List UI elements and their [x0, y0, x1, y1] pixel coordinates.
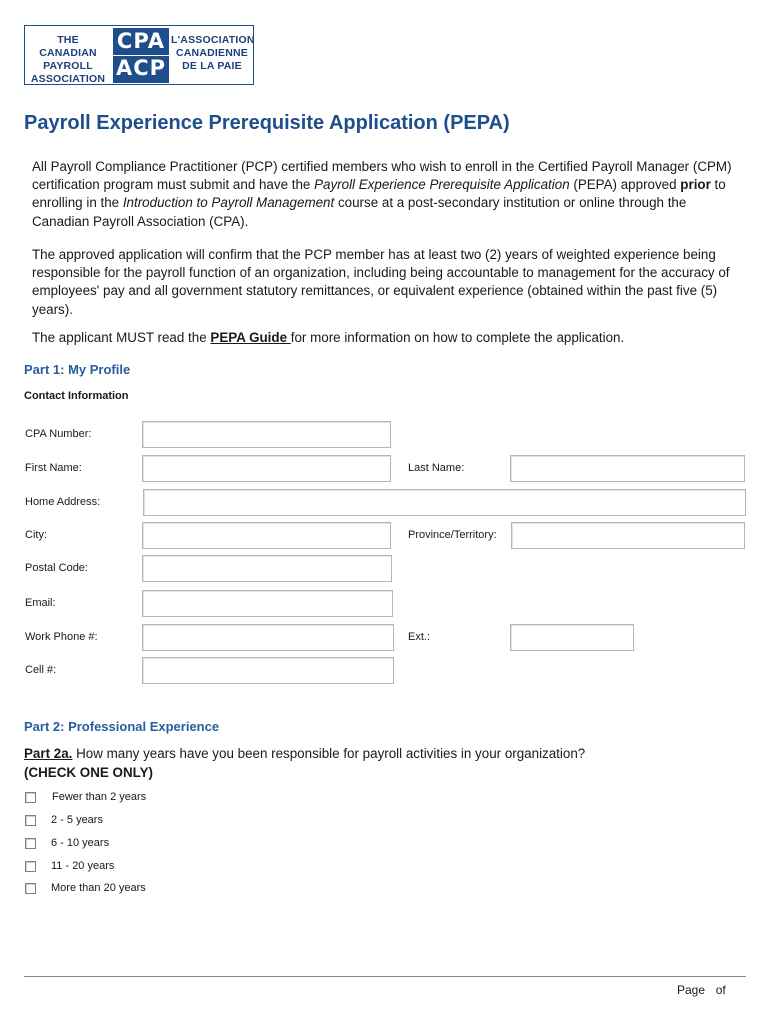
email-field[interactable] — [142, 590, 393, 617]
text-run: course at a post-secondary institution or online through the Canadian Payroll Association (CPA). — [32, 195, 687, 229]
experience-option[interactable] — [25, 812, 103, 828]
option-label: 11 - 20 years — [51, 860, 115, 872]
part2a-text: How many years have you been responsible for payroll activities in your organization? — [72, 746, 586, 761]
intro-paragraph-3 — [32, 329, 732, 347]
option-label: Fewer than 2 years — [52, 791, 147, 803]
last-name-field[interactable] — [510, 455, 745, 482]
text-run: The applicant MUST read the — [32, 330, 211, 345]
part1-title: Part 1: My Profile — [24, 362, 131, 377]
logo-french-text — [171, 34, 253, 73]
part2a-question — [24, 744, 744, 782]
checkbox[interactable] — [25, 883, 36, 894]
logo-english-text — [27, 34, 109, 86]
logo-line: THE CANADIAN — [39, 34, 97, 59]
cpa-number-label: CPA Number: — [25, 428, 92, 440]
footer-divider — [24, 976, 746, 977]
home-address-label: Home Address: — [25, 496, 101, 508]
checkbox[interactable] — [25, 861, 36, 872]
cpa-logo — [24, 25, 254, 85]
postal-code-field[interactable] — [142, 555, 392, 582]
cpa-number-field[interactable] — [142, 421, 391, 448]
cell-field[interactable] — [142, 657, 394, 684]
page-number — [677, 983, 726, 997]
text-run-italic: Payroll Experience Prerequisite Application — [314, 177, 570, 193]
home-address-field[interactable] — [143, 489, 746, 516]
text-run-italic: Introduction to Payroll Management — [122, 195, 335, 211]
page-title: Payroll Experience Prerequisite Application (PEPA) — [24, 112, 510, 134]
pepa-guide-link[interactable]: PEPA Guide — [210, 330, 291, 345]
experience-option[interactable] — [25, 835, 109, 851]
city-label: City: — [25, 529, 47, 541]
logo-mark-bottom: ACP — [115, 56, 167, 80]
first-name-label: First Name: — [25, 462, 82, 474]
text-run: All Payroll Compliance Practitioner (PCP) certified members who wish to enroll in the Certified Payroll Manager (CPM) certification program must submit and have the — [32, 159, 732, 193]
page-label: Page — [677, 983, 706, 997]
province-territory-label: Province/Territory: — [408, 529, 497, 541]
part2a-question-line — [24, 744, 744, 763]
province-territory-field[interactable] — [511, 522, 745, 549]
logo-mark-divider — [113, 55, 169, 56]
experience-option[interactable] — [25, 858, 114, 874]
work-phone-field[interactable] — [142, 624, 394, 651]
ext-label: Ext.: — [408, 631, 431, 643]
cell-label: Cell #: — [25, 664, 57, 676]
email-label: Email: — [25, 597, 56, 609]
checkbox[interactable] — [25, 792, 36, 803]
text-run: to enrolling in the — [32, 177, 726, 211]
option-label: 6 - 10 years — [51, 837, 110, 849]
checkbox[interactable] — [25, 838, 36, 849]
postal-code-label: Postal Code: — [25, 562, 88, 574]
first-name-field[interactable] — [142, 455, 391, 482]
part2-title: Part 2: Professional Experience — [24, 719, 220, 734]
intro-paragraph-2: The approved application will confirm that the PCP member has at least two (2) years of weighted experience being responsible for the payroll function of an organization, including being accountable to management for the accuracy of employees' pay and all government statutory remittances, or equivalent experience (obtained within the past five (5) years). — [32, 247, 730, 317]
logo-line: DE LA PAIE — [182, 60, 242, 72]
logo-mark-top: CPA — [116, 29, 166, 53]
logo-line: ASSOCIATION — [30, 73, 106, 85]
logo-line: CANADIENNE — [175, 47, 248, 59]
city-field[interactable] — [142, 522, 391, 549]
logo-mark — [113, 28, 169, 83]
text-run-bold: prior — [680, 177, 711, 193]
page-of-label: of — [715, 983, 726, 997]
option-label: More than 20 years — [51, 882, 146, 894]
checkbox[interactable] — [25, 815, 36, 826]
text-run: (PEPA) approved — [569, 177, 681, 193]
option-label: 2 - 5 years — [51, 814, 103, 826]
last-name-label: Last Name: — [408, 462, 465, 474]
experience-option[interactable] — [25, 789, 146, 805]
part2a-label: Part 2a. — [24, 746, 73, 761]
experience-option[interactable] — [25, 880, 146, 896]
check-one-instruction: (CHECK ONE ONLY) — [24, 765, 153, 780]
text-run: for more information on how to complete the application. — [290, 330, 625, 345]
contact-information-heading: Contact Information — [24, 390, 129, 402]
logo-line: L'ASSOCIATION — [171, 34, 255, 46]
work-phone-label: Work Phone #: — [25, 631, 98, 643]
ext-field[interactable] — [510, 624, 634, 651]
intro-paragraph-1 — [32, 158, 732, 231]
logo-line: PAYROLL — [43, 60, 93, 72]
